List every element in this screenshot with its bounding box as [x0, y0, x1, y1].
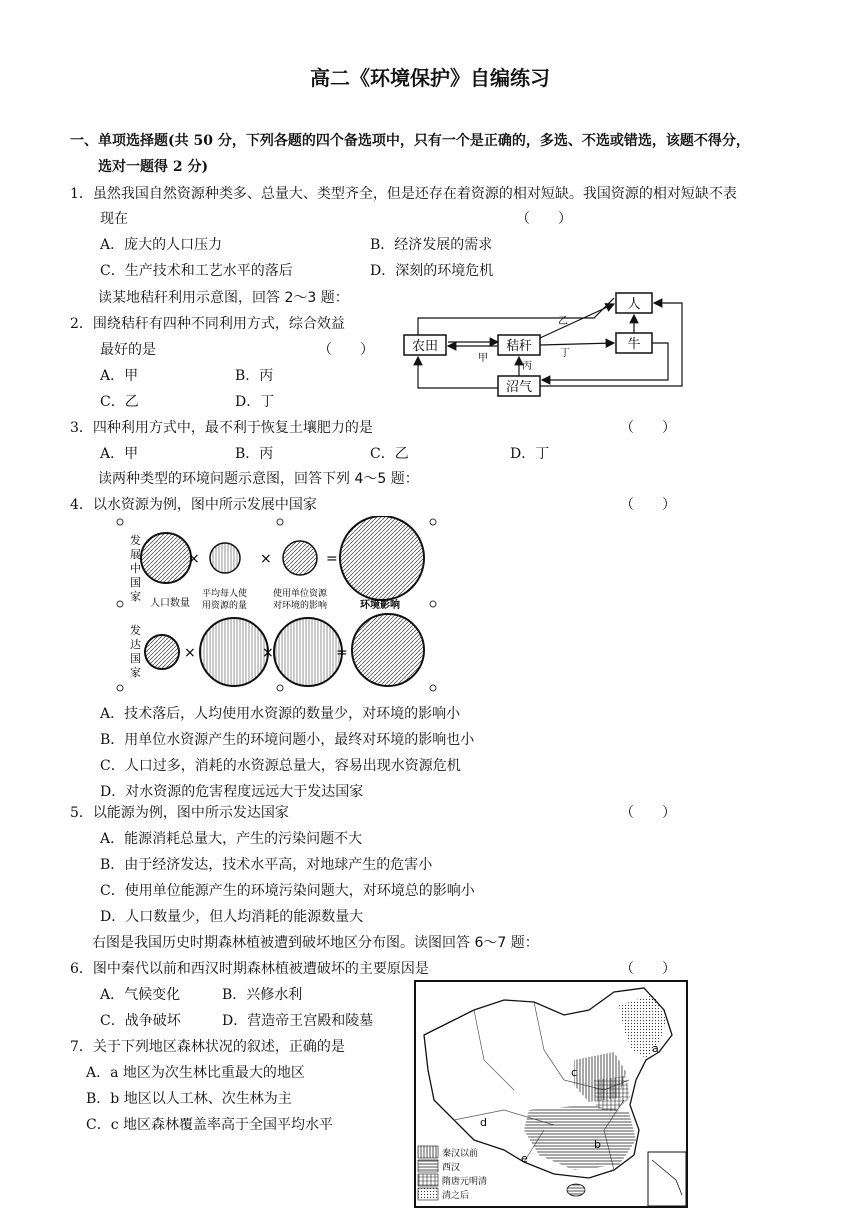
q6-option-a: A．气候变化 [100, 987, 181, 1003]
developing-label-1: 发 [130, 534, 141, 547]
q2-stem-cont: 最好的是 [100, 342, 156, 358]
q7-option-b: B．b 地区以人工林、次生林为主 [86, 1091, 292, 1107]
section-heading: 一、单项选择题(共 50 分，下列各题的四个备选项中，只有一个是正确的，多选、不选或错选，该题不得分， [70, 133, 750, 149]
q1-option-a: A．庞大的人口压力 [100, 237, 223, 253]
region-c: c [571, 1066, 578, 1079]
equals-sign: = [326, 551, 338, 567]
q3-option-a: A．甲 [100, 446, 139, 462]
intro-2-3: 读某地秸秆利用示意图，回答 2～3 题： [98, 290, 349, 306]
q5-option-a: A．能源消耗总量大，产生的污染问题不大 [100, 831, 363, 847]
path-yi: 乙 [558, 316, 568, 327]
jiegan-label: 秸秆 [505, 339, 533, 354]
developing-label-4: 国 [130, 576, 141, 589]
niu-label: 牛 [627, 337, 641, 352]
developing-label-5: 家 [130, 590, 141, 603]
q2-option-b: B．丙 [235, 368, 274, 384]
ren-label: 人 [627, 297, 641, 312]
legend-qing-after: 清之后 [442, 1191, 470, 1201]
q2-answer-blank: （ ） [318, 342, 374, 358]
q6-option-c: C．战争破坏 [100, 1013, 181, 1029]
q7-stem: 7．关于下列地区森林状况的叙述，正确的是 [70, 1039, 345, 1055]
q3-option-b: B．丙 [235, 446, 274, 462]
intro-4-5: 读两种类型的环境问题示意图，回答下列 4～5 题： [98, 471, 419, 487]
zhaoqi-label: 沼气 [505, 380, 533, 395]
q1-stem-cont: 现在 [100, 211, 128, 227]
legend-suitang: 隋唐元明清 [442, 1177, 488, 1187]
q5-option-d: D．人口数量少，但人均消耗的能源数量大 [100, 909, 364, 925]
region-b: b [594, 1138, 601, 1151]
intro-6-7: 右图是我国历史时期森林植被遭到破坏地区分布图。读图回答 6～7 题： [92, 935, 539, 951]
legend-qinhan: 秦汉以前 [442, 1149, 479, 1159]
q1-option-b: B．经济发展的需求 [370, 237, 493, 253]
label-env-impact: 环境影响 [360, 600, 400, 611]
q1-option-d: D．深刻的环境危机 [370, 263, 494, 279]
q6-option-b: B．兴修水利 [222, 987, 303, 1003]
q4-option-d: D．对水资源的危害程度远远大于发达国家 [100, 784, 364, 800]
label-per-capita-1: 平均每人使 [202, 589, 248, 599]
q2-stem: 2．围绕秸秆有四种不同利用方式，综合效益 [70, 316, 345, 332]
q3-stem: 3．四种利用方式中，最不利于恢复土壤肥力的是 [70, 420, 373, 436]
q1-stem: 1．虽然我国自然资源种类多、总量大、类型齐全，但是还存在着资源的相对短缺。我国资源的相对短缺不表 [70, 186, 737, 202]
path-jia: 甲 [478, 353, 488, 364]
developing-label-3: 中 [130, 562, 141, 575]
q5-option-c: C．使用单位能源产生的环境污染问题大，对环境总的影响小 [100, 883, 475, 899]
q3-option-d: D．丁 [510, 446, 550, 462]
developed-label-2: 达 [130, 638, 141, 651]
nongtian-label: 农田 [411, 339, 439, 354]
q4-option-b: B．用单位水资源产生的环境问题小，最终对环境的影响也小 [100, 732, 475, 748]
q1-answer-blank: （ ） [516, 211, 572, 227]
legend-xihan: 西汉 [442, 1163, 461, 1173]
q4-option-a: A．技术落后，人均使用水资源的数量少，对环境的影响小 [100, 706, 461, 722]
times-sign: × [262, 645, 274, 661]
path-ding: 丁 [560, 348, 570, 359]
developed-label-4: 家 [130, 666, 141, 679]
region-d: d [480, 1116, 487, 1129]
times-sign: × [184, 645, 196, 661]
q1-option-c: C．生产技术和工艺水平的落后 [100, 263, 293, 279]
section-heading-cont: 选对一题得 2 分) [98, 159, 209, 175]
q5-answer-blank: （ ） [620, 805, 676, 821]
q3-option-c: C．乙 [370, 446, 409, 462]
times-sign: × [188, 551, 200, 567]
label-impact-unit-2: 对环境的影响 [273, 601, 328, 611]
q2-option-c: C．乙 [100, 394, 139, 410]
q7-option-c: C．c 地区森林覆盖率高于全国平均水平 [86, 1117, 334, 1133]
region-e: e [521, 1152, 528, 1165]
q7-option-a: A．a 地区为次生林比重最大的地区 [86, 1065, 305, 1081]
path-bing: 丙 [522, 361, 532, 372]
q5-stem: 5．以能源为例，图中所示发达国家 [70, 805, 289, 821]
developed-label-1: 发 [130, 624, 141, 637]
label-population: 人口数量 [150, 598, 190, 609]
q2-option-a: A．甲 [100, 368, 139, 384]
q5-option-b: B．由于经济发达，技术水平高，对地球产生的危害小 [100, 857, 433, 873]
q4-stem: 4．以水资源为例，图中所示发展中国家 [70, 497, 317, 513]
times-sign: × [260, 551, 272, 567]
q3-answer-blank: （ ） [620, 420, 676, 436]
page-title: 高二《环境保护》自编练习 [310, 66, 550, 90]
q4-answer-blank: （ ） [620, 497, 676, 513]
straw-utilization-diagram [398, 290, 688, 400]
region-a: a [652, 1042, 659, 1055]
label-per-capita-2: 用资源的量 [202, 601, 248, 611]
label-impact-unit-1: 使用单位资源 [273, 589, 328, 599]
q2-option-d: D．丁 [235, 394, 275, 410]
q4-option-c: C．人口过多，消耗的水资源总量大，容易出现水资源危机 [100, 758, 461, 774]
equals-sign: = [336, 645, 348, 661]
q6-stem: 6．图中秦代以前和西汉时期森林植被遭破坏的主要原因是 [70, 961, 429, 977]
china-forest-map [414, 980, 688, 1208]
q6-option-d: D．营造帝王宫殿和陵墓 [222, 1013, 374, 1029]
developing-label-2: 展 [130, 548, 141, 561]
q6-answer-blank: （ ） [620, 961, 676, 977]
developed-label-3: 国 [130, 652, 141, 665]
environment-impact-figure [110, 516, 440, 692]
